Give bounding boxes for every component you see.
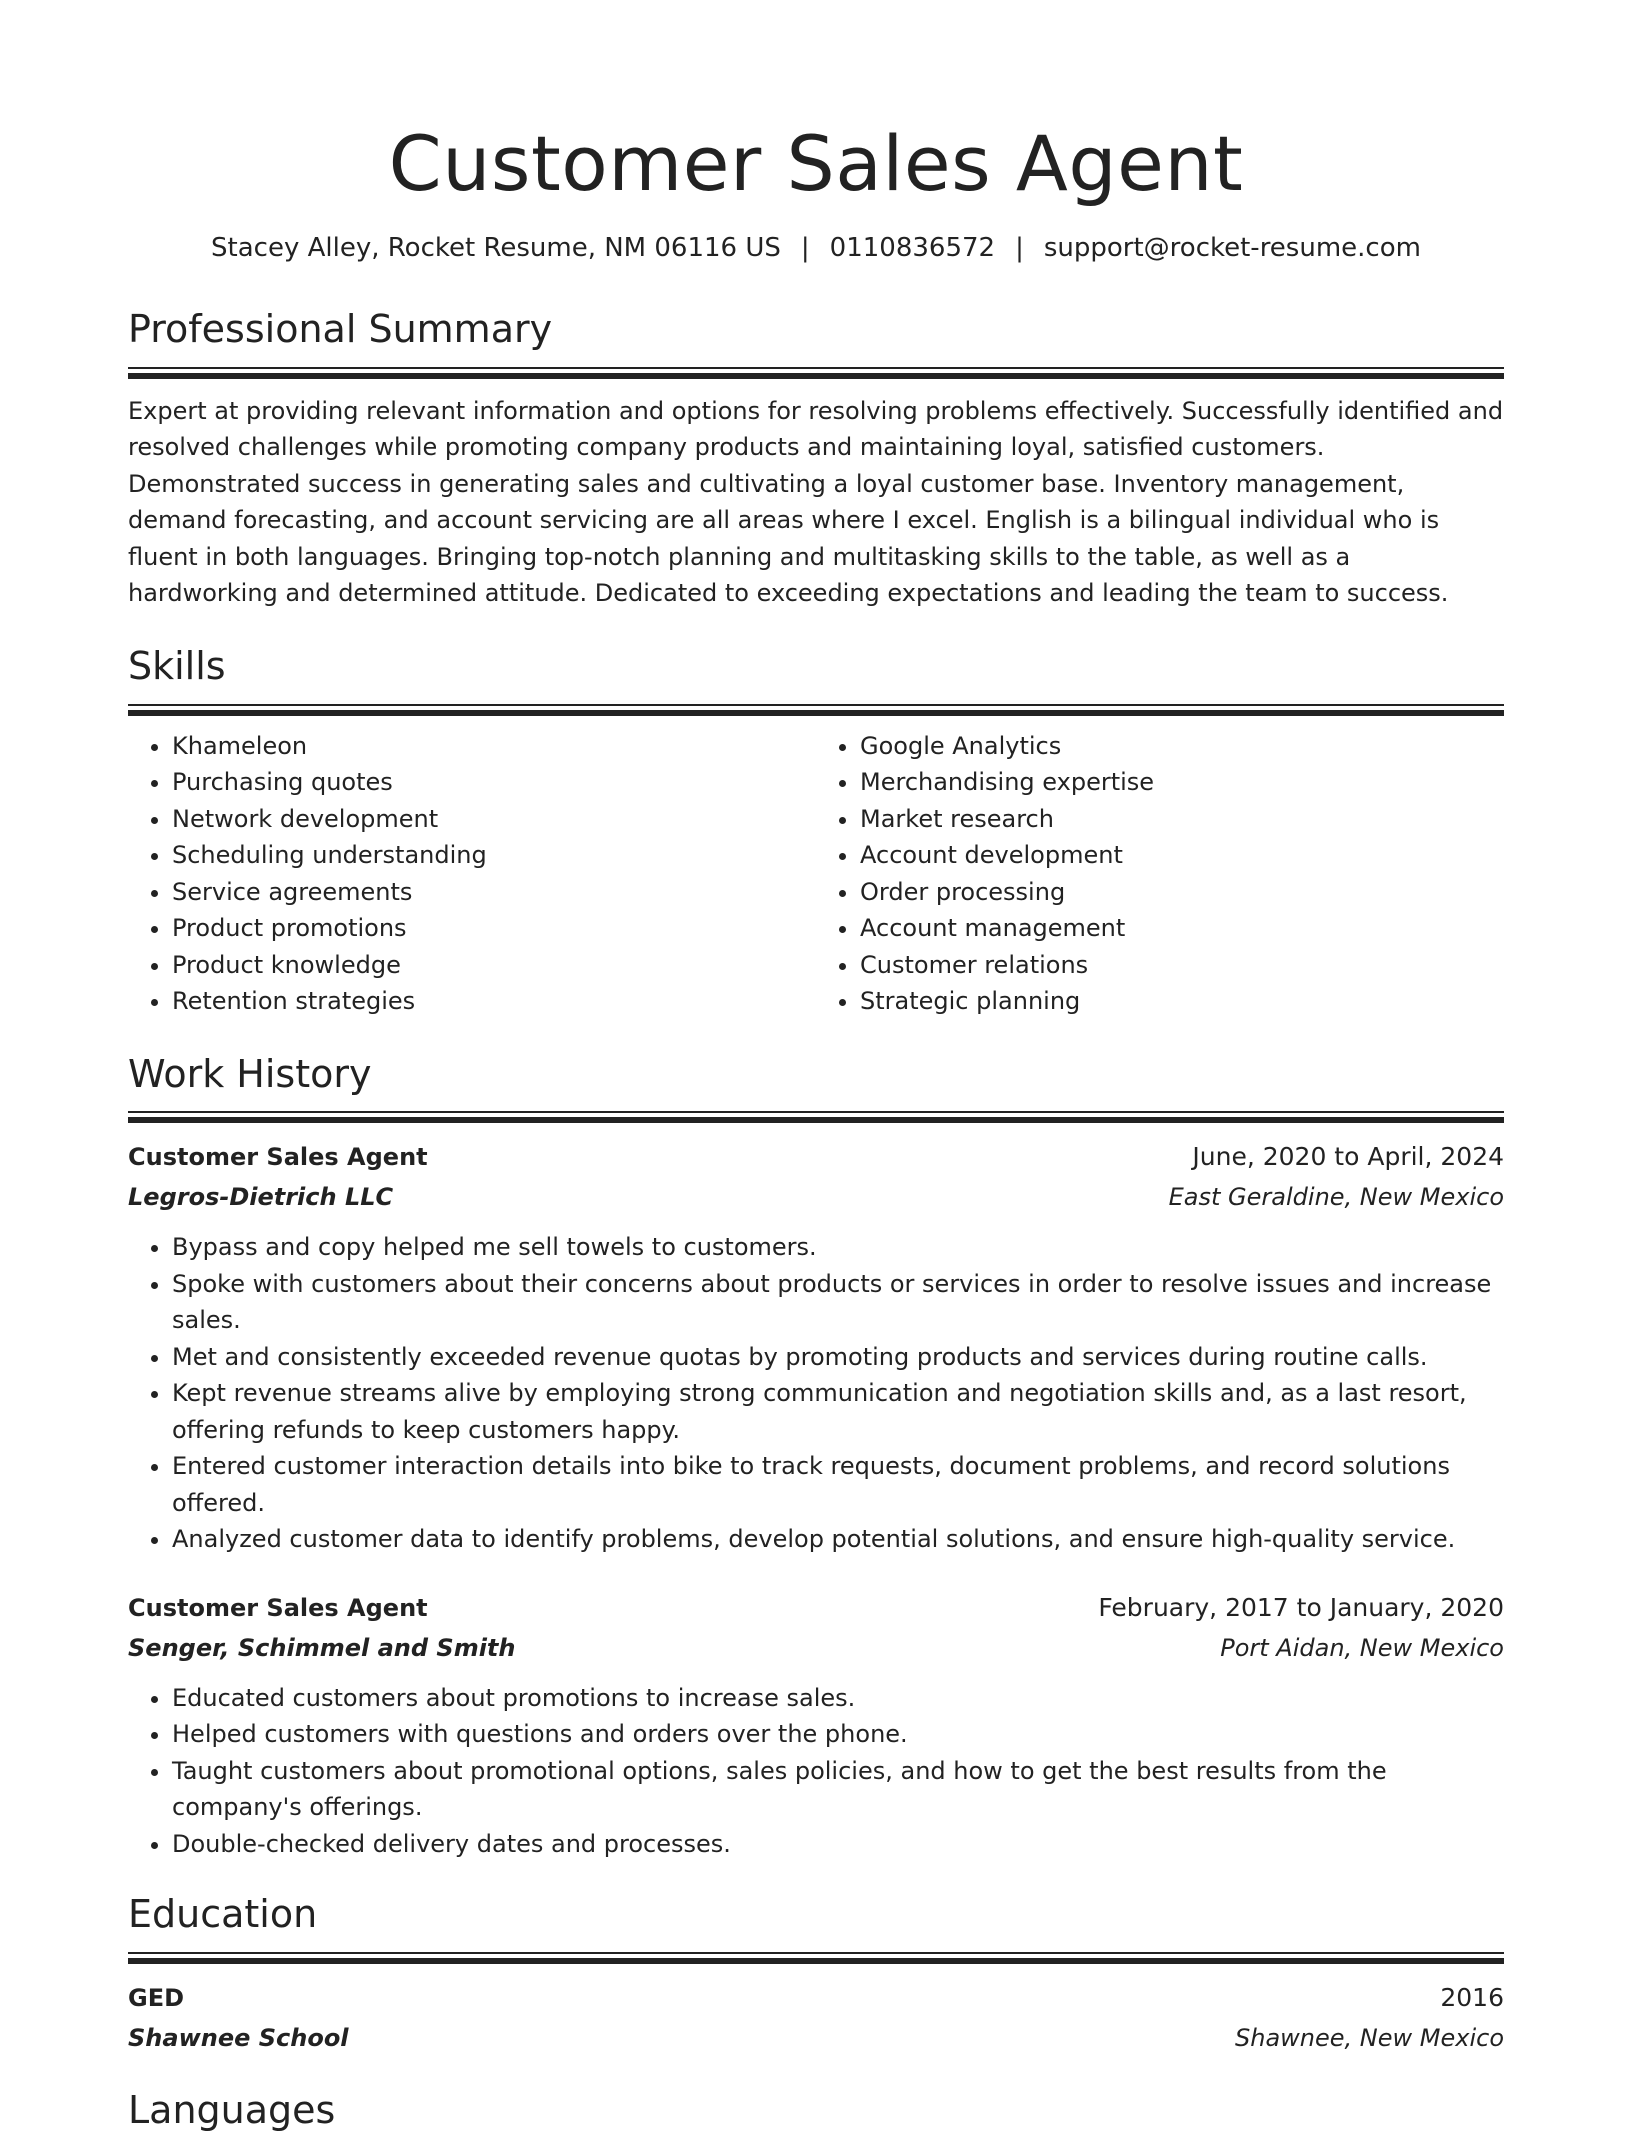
resume-name: Customer Sales Agent	[388, 119, 1244, 208]
education-degree: GED	[128, 1983, 185, 2012]
job-title: Customer Sales Agent	[128, 1593, 428, 1622]
education-location: Shawnee, New Mexico	[1235, 2023, 1504, 2052]
skill-item: • Khameleon	[172, 728, 816, 765]
job-company: Senger, Schimmel and Smith	[128, 1633, 516, 1662]
skills-list-left	[128, 728, 816, 1020]
languages-section	[128, 2088, 1504, 2133]
contact-email: support@rocket-resume.com	[1043, 233, 1421, 264]
contact-separator: |	[1015, 233, 1024, 264]
job-bullet: • Educated customers about promotions to increase sales.	[172, 1680, 1504, 1717]
section-divider	[128, 1111, 1504, 1123]
job-bullet: • Bypass and copy helped me sell towels to customers.	[172, 1229, 1504, 1266]
section-title: Education	[128, 1892, 318, 1937]
skills-columns	[128, 728, 1504, 1020]
skill-item: • Purchasing quotes	[172, 764, 816, 801]
job-bullet: • Analyzed customer data to identify problems, develop potential solutions, and ensure high-quality service.	[172, 1521, 1504, 1558]
work-section	[128, 1052, 1504, 1863]
job-bullets	[128, 1229, 1504, 1558]
job-bullet: • Double-checked delivery dates and processes.	[172, 1826, 1504, 1863]
skill-item: • Market research	[860, 801, 1504, 838]
job-entry	[128, 1137, 1504, 1558]
contact-phone: 0110836572	[829, 233, 996, 264]
job-bullet: • Kept revenue streams alive by employing strong communication and negotiation skills and, as a last resort, offering refunds to keep customers happy.	[172, 1375, 1504, 1448]
contact-separator: |	[800, 233, 810, 264]
section-title: Languages	[128, 2087, 336, 2132]
job-company: Legros-Dietrich LLC	[128, 1183, 394, 1212]
job-bullet: • Taught customers about promotional options, sales policies, and how to get the best results from the company's offerings.	[172, 1753, 1504, 1826]
job-dates: February, 2017 to January, 2020	[1098, 1592, 1504, 1622]
contact-address: Stacey Alley, Rocket Resume, NM 06116 US	[211, 233, 781, 264]
section-divider	[128, 367, 1504, 379]
job-bullet: • Helped customers with questions and orders over the phone.	[172, 1716, 1504, 1753]
job-bullets	[128, 1680, 1504, 1863]
education-entry	[128, 1978, 1504, 2058]
job-location: East Geraldine, New Mexico	[1168, 1183, 1504, 1212]
skill-item: • Scheduling understanding	[172, 837, 816, 874]
section-title: Work History	[128, 1051, 372, 1096]
contact-line	[128, 233, 1504, 263]
job-bullet: • Met and consistently exceeded revenue quotas by promoting products and services during routine calls.	[172, 1339, 1504, 1376]
skill-item: • Account development	[860, 837, 1504, 874]
skill-item: • Customer relations	[860, 947, 1504, 984]
job-entry	[128, 1588, 1504, 1863]
skills-list-right	[816, 728, 1504, 1020]
job-dates: June, 2020 to April, 2024	[1192, 1142, 1504, 1172]
skills-section	[128, 644, 1504, 1020]
job-title: Customer Sales Agent	[128, 1143, 428, 1172]
skill-item: • Retention strategies	[172, 983, 816, 1020]
education-school: Shawnee School	[128, 2023, 349, 2052]
skill-item: • Merchandising expertise	[860, 764, 1504, 801]
summary-text: Expert at providing relevant information and options for resolving problems effectively. Successfully identified and resolved challenges while promoting company products and maintaining loyal, satisfied customers. Demonstrated success in generating sales and cultivating a loyal customer base. Inventory management, demand forecasting, and account servicing are all areas where I excel. English is a bilingual individual who is fluent in both languages. Bringing top-notch planning and multitasking skills to the table, as well as a hardworking and determined attitude. Dedicated to exceeding expectations and leading the team to success.	[128, 396, 1504, 608]
skill-item: • Product knowledge	[172, 947, 816, 984]
section-title: Professional Summary	[128, 307, 553, 352]
education-section	[128, 1892, 1504, 2058]
section-title: Skills	[128, 643, 226, 688]
skill-item: • Service agreements	[172, 874, 816, 911]
job-location: Port Aidan, New Mexico	[1220, 1633, 1504, 1662]
section-divider	[128, 1952, 1504, 1964]
skill-item: • Product promotions	[172, 910, 816, 947]
section-divider	[128, 704, 1504, 716]
skill-item: • Google Analytics	[860, 728, 1504, 765]
summary-section	[128, 307, 1504, 612]
job-bullet: • Entered customer interaction details into bike to track requests, document problems, and record solutions offered.	[172, 1448, 1504, 1521]
skill-item: • Account management	[860, 910, 1504, 947]
skill-item: • Network development	[172, 801, 816, 838]
job-bullet: • Spoke with customers about their concerns about products or services in order to resolve issues and increase sales.	[172, 1266, 1504, 1339]
skill-item: • Order processing	[860, 874, 1504, 911]
skill-item: • Strategic planning	[860, 983, 1504, 1020]
education-year: 2016	[1440, 1982, 1504, 2012]
